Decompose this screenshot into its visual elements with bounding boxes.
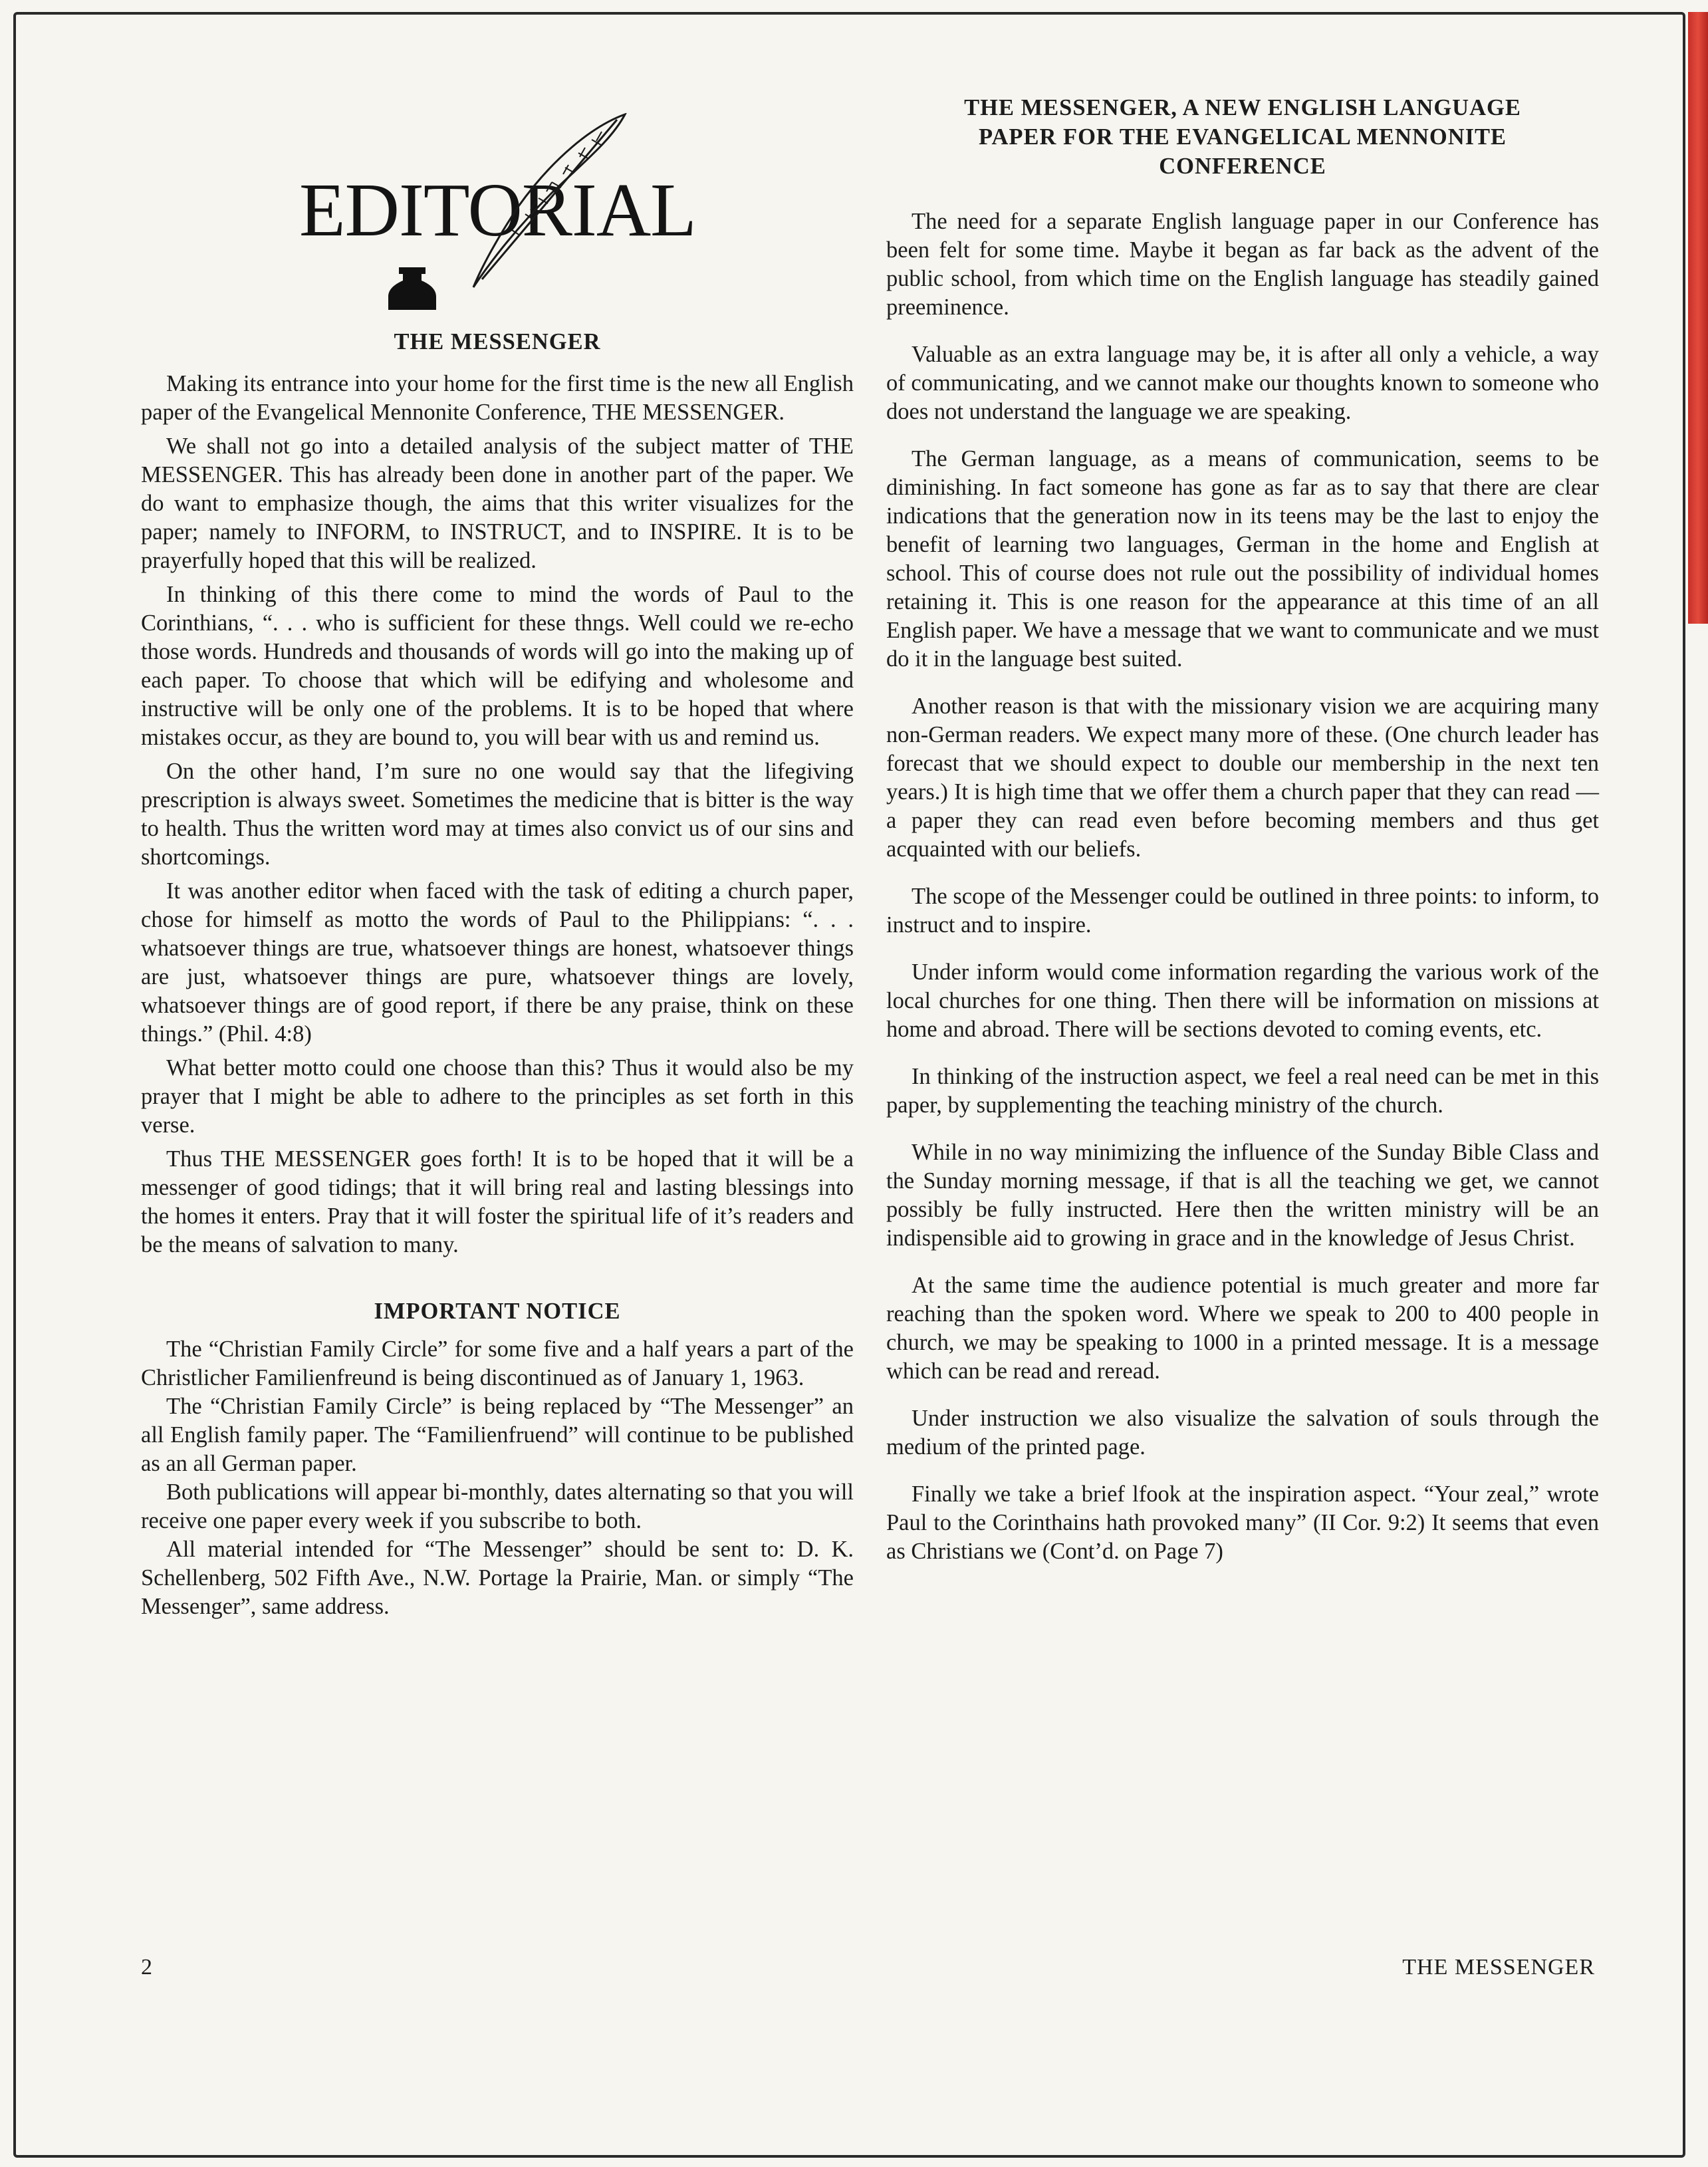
article-paragraph: The German language, as a means of communication, seems to be diminishing. In fact someone has gone as far as to say that there are clear indications that the generation now in its teens may be the last to enjoy the benefit of learning two languages, German in the home and English at school. This of course does not rule out the possibility of individual homes retaining it. This is one reason for the appearance at this time of an all English paper. We have a message that we want to communicate and we must do it in the language best suited. (886, 446, 1599, 672)
article-paragraph: The need for a separate English language paper in our Conference has been felt for some time. Maybe it began as far back as the advent of the public school, from which time on the English language has steadily gained preeminence. (886, 209, 1599, 320)
article-paragraph: Finally we take a brief lfook at the inspiration aspect. “Your zeal,” wrote Paul to the Corinthains hath provoked many” (II Cor. 9:2) It seems that even as Christians we (Cont’d. on Page 7) (886, 1481, 1599, 1564)
article-paragraph: While in no way minimizing the influence of the Sunday Bible Class and the Sunday morning message, if that is all the teaching we get, we cannot possibly be fully instructed. Here then the written ministry will be an indispensible aid to growing in grace and in the knowledge of Jesus Christ. (886, 1140, 1599, 1251)
notice-heading: IMPORTANT NOTICE (374, 1299, 621, 1324)
article-paragraph: Under inform would come information regarding the various work of the local churches for one thing. Then there will be information on missions at home and abroad. There will be sections devoted to coming events, etc. (886, 959, 1599, 1042)
page-number: 2 (141, 1955, 152, 1979)
editorial-logo (299, 113, 698, 313)
notice-paragraph: The “Christian Family Circle” for some five and a half years a part of the Christlicher Familienfreund is being discontinued as of January 1, 1963. (141, 1337, 854, 1390)
right-column (886, 93, 1599, 1566)
notice-paragraph: Both publications will appear bi-monthly, dates alternating so that you will receive one paper every week if you subscribe to both. (141, 1479, 854, 1533)
article-paragraph: Under instruction we also visualize the salvation of souls through the medium of the printed page. (886, 1406, 1599, 1460)
left-column (141, 327, 854, 1621)
logo-text: EDITORIAL (299, 168, 696, 252)
editorial-paragraph: Making its entrance into your home for the first time is the new all English paper of the Evangelical Mennonite Conference, THE MESSENGER. (141, 371, 854, 425)
editorial-paragraph: On the other hand, I’m sure no one would say that the lifegiving prescription is always sweet. Sometimes the medicine that is bitter is the way to health. Thus the written word may at times also convict us of our sins and shortcomings. (141, 759, 854, 870)
editorial-paragraph: We shall not go into a detailed analysis of the subject matter of THE MESSENGER. This has already been done in another part of the paper. We do want to emphasize though, the aims that this writer visualizes for the paper; namely to INFORM, to INSTRUCT, and to INSPIRE. It is to be prayerfully hoped that this will be realized. (141, 434, 854, 573)
article-heading-line: THE MESSENGER, A NEW ENGLISH LANGUAGE (964, 95, 1521, 120)
editorial-paragraph: In thinking of this there come to mind the words of Paul to the Corinthians, “. . . who is sufficient for these thngs. Well could we re-echo those words. Hundreds and thousands of words will go into the making up of each paper. To choose that which will be edifying and wholesome and instructive will be only one of the problems. It is to be hoped that where mistakes occur, as they are bound to, you will bear with us and remind us. (141, 582, 854, 750)
editorial-paragraph: Thus THE MESSENGER goes forth! It is to be hoped that it will be a messenger of good tidings; that it will bring real and lasting blessings into the homes it enters. Pray that it will foster the spiritual life of it’s readers and be the means of salvation to many. (141, 1146, 854, 1257)
notice-paragraph: The “Christian Family Circle” is being replaced by “The Messenger” an all English family paper. The “Familienfruend” will continue to be published as an all German paper. (141, 1394, 854, 1476)
editorial-paragraph: What better motto could one choose than this? Thus it would also be my prayer that I might be able to adhere to the principles as set forth in this verse. (141, 1055, 854, 1138)
article-paragraph: Another reason is that with the missionary vision we are acquiring many non-German readers. We expect many more of these. (One church leader has forecast that we should expect to double our membership in the next ten years.) It is high time that we offer them a church paper that they can read — a paper they can read even before becoming members and thus get acquainted with our beliefs. (886, 694, 1599, 862)
article-heading (886, 93, 1599, 181)
article-paragraph: At the same time the audience potential is much greater and more far reaching than the spoken word. Where we speak to 200 to 400 people in church, we may be speaking to 1000 in a printed message. It is a message which can be read and reread. (886, 1273, 1599, 1384)
article-paragraph: The scope of the Messenger could be outlined in three points: to inform, to instruct and to inspire. (886, 884, 1599, 938)
footer-title: THE MESSENGER (1402, 1955, 1595, 1979)
article-paragraph: In thinking of the instruction aspect, we feel a real need can be met in this paper, by supplementing the teaching ministry of the church. (886, 1064, 1599, 1118)
cover-edge (1688, 12, 1708, 624)
quill-icon (299, 113, 698, 313)
article-paragraph: Valuable as an extra language may be, it is after all only a vehicle, a way of communicating, and we cannot make our thoughts known to someone who does not understand the language we are speaking. (886, 342, 1599, 424)
editorial-paragraph: It was another editor when faced with the task of editing a church paper, chose for himself as motto the words of Paul to the Philippians: “. . . whatsoever things are true, whatsoever things are honest, whatsoever things are just, whatsoever things are pure, whatsoever things are lovely, whatsoever things are of good report, if there be any praise, think on these things.” (Phil. 4:8) (141, 878, 854, 1047)
messenger-heading: THE MESSENGER (394, 329, 601, 354)
article-heading-line: CONFERENCE (1159, 154, 1326, 179)
notice-paragraph: All material intended for “The Messenger” should be sent to: D. K. Schellenberg, 502 Fifth Ave., N.W. Portage la Prairie, Man. or simply “The Messenger”, same address. (141, 1537, 854, 1619)
article-heading-line: PAPER FOR THE EVANGELICAL MENNONITE (978, 124, 1507, 150)
